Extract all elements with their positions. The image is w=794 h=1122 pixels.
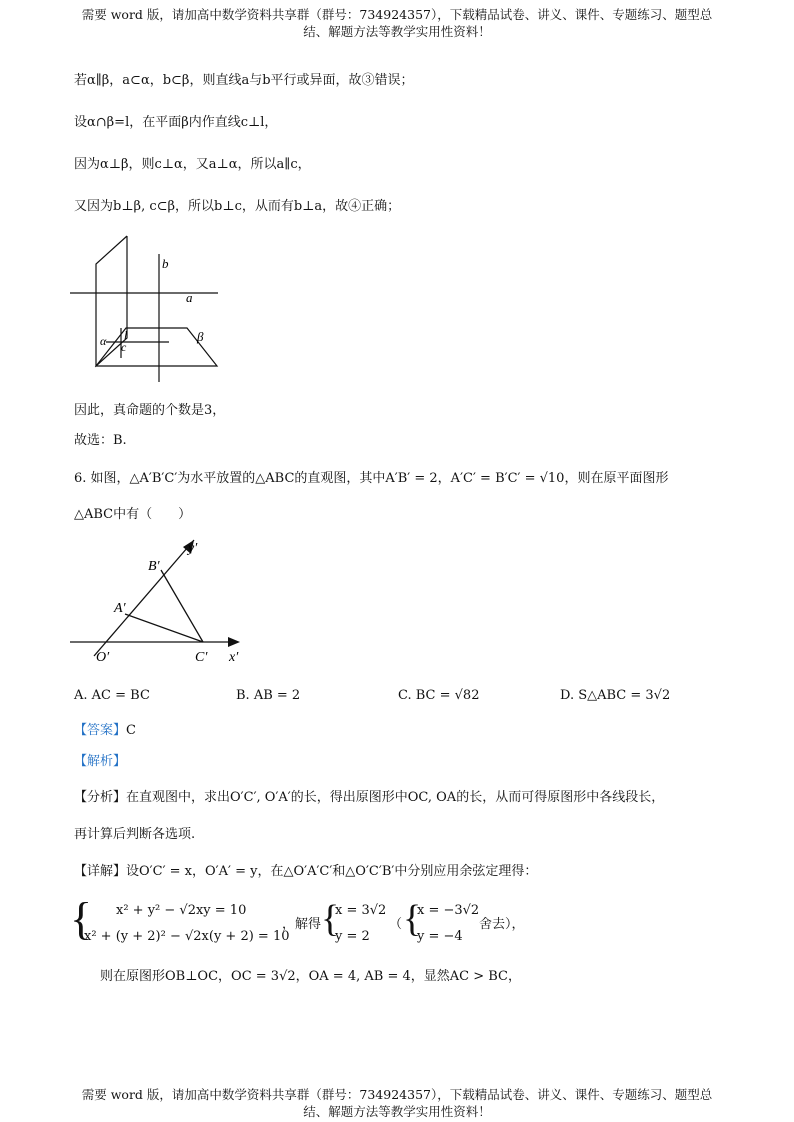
vertex-label-B: B′	[148, 559, 160, 574]
analysis-line-1	[74, 789, 664, 807]
analysis-tag: 【分析】	[74, 790, 127, 805]
axis-label-x: x′	[229, 650, 239, 665]
text-line-parallel: 若α∥β，a⊂α，b⊂β，则直线a与b平行或异面，故③错误；	[74, 73, 414, 88]
label-beta: β	[197, 329, 204, 344]
page-header	[60, 6, 734, 40]
footer-line-1: 需要 word 版，请加高中数学资料共享群（群号：734924357），下载精品试卷、讲义、课件、专题练习、题型总	[81, 1087, 713, 1102]
question-6-stem-cont: △ABC中有（ ）	[74, 507, 192, 522]
answer-line	[74, 722, 136, 740]
discard-text: 舍去），	[479, 917, 525, 932]
equation-1: x² + y² − √2xy = 10	[116, 903, 247, 918]
label-l: l	[124, 328, 128, 342]
question-6-stem: 6. 如图，△A′B′C′为水平放置的△ABC的直观图，其中A′B′ = 2，A′C′ = B′C′ = √10，则在原平面图形	[74, 471, 669, 486]
oblique-figure	[70, 530, 260, 670]
text-line-intersection: 设α∩β=l，在平面β内作直线c⊥l，	[74, 115, 278, 130]
answer-value: C	[126, 723, 136, 738]
vertex-label-O: O′	[96, 650, 110, 665]
equation-2: x² + (y + 2)² − √2x(y + 2) = 10	[84, 929, 290, 944]
detail-text: 设O′C′ = x，O′A′ = y，在△O′A′C′和△O′C′B′中分别应用余弦定理得：	[126, 864, 538, 879]
text-previous-choice: 故选：B.	[74, 433, 127, 448]
system-brace: {	[70, 893, 93, 944]
footer-line-2: 结、解题方法等教学实用性资料！	[303, 1104, 491, 1119]
analysis-heading: 【解析】	[74, 754, 127, 769]
detail-line-1	[74, 863, 537, 881]
solution-2-y: y = −4	[417, 929, 463, 944]
label-a: a	[186, 290, 193, 305]
header-line-1: 需要 word 版，请加高中数学资料共享群（群号：734924357），下载精品试卷、讲义、课件、专题练习、题型总	[81, 7, 713, 22]
header-line-2: 结、解题方法等教学实用性资料！	[303, 24, 491, 39]
vertex-label-C: C′	[195, 650, 208, 665]
label-c: c	[121, 340, 127, 354]
option-b: B. AB = 2	[236, 688, 301, 703]
discard-brace: {	[403, 898, 422, 940]
detail-tag: 【详解】	[74, 864, 127, 879]
analysis-line-2: 再计算后判断各选项.	[74, 827, 196, 842]
solution-1-y: y = 2	[335, 929, 370, 944]
detail-line-3: 则在原图形OB⊥OC，OC = 3√2，OA = 4, AB = 4，显然AC > BC，	[100, 969, 521, 984]
page-footer	[60, 1086, 734, 1120]
label-b: b	[162, 256, 169, 271]
option-d: D. S△ABC = 3√2	[560, 688, 671, 703]
label-alpha: α	[100, 334, 107, 348]
analysis-text: 在直观图中，求出O′C′, O′A′的长，得出原图形中OC, OA的长，从而可得原图形中各线段长，	[126, 790, 665, 805]
solution-brace: {	[321, 898, 340, 940]
option-a: A. AC = BC	[74, 688, 150, 703]
axis-label-y: y′	[188, 541, 198, 556]
answer-tag: 【答案】	[74, 723, 127, 738]
vertex-label-A: A′	[114, 601, 126, 616]
text-line-conclusion-4: 又因为b⊥β, c⊂β，所以b⊥c，从而有b⊥a，故④正确；	[74, 199, 401, 214]
solution-2-x: x = −3√2	[417, 903, 480, 918]
option-c: C. BC = √82	[398, 688, 480, 703]
text-line-perpendicular: 因为α⊥β，则c⊥α，又a⊥α，所以a∥c，	[74, 157, 311, 172]
solve-text: ，解得	[282, 917, 322, 932]
planes-figure	[70, 230, 230, 390]
text-true-count: 因此，真命题的个数是3，	[74, 403, 226, 418]
paren-open: （	[389, 917, 403, 932]
solution-1-x: x = 3√2	[335, 903, 387, 918]
